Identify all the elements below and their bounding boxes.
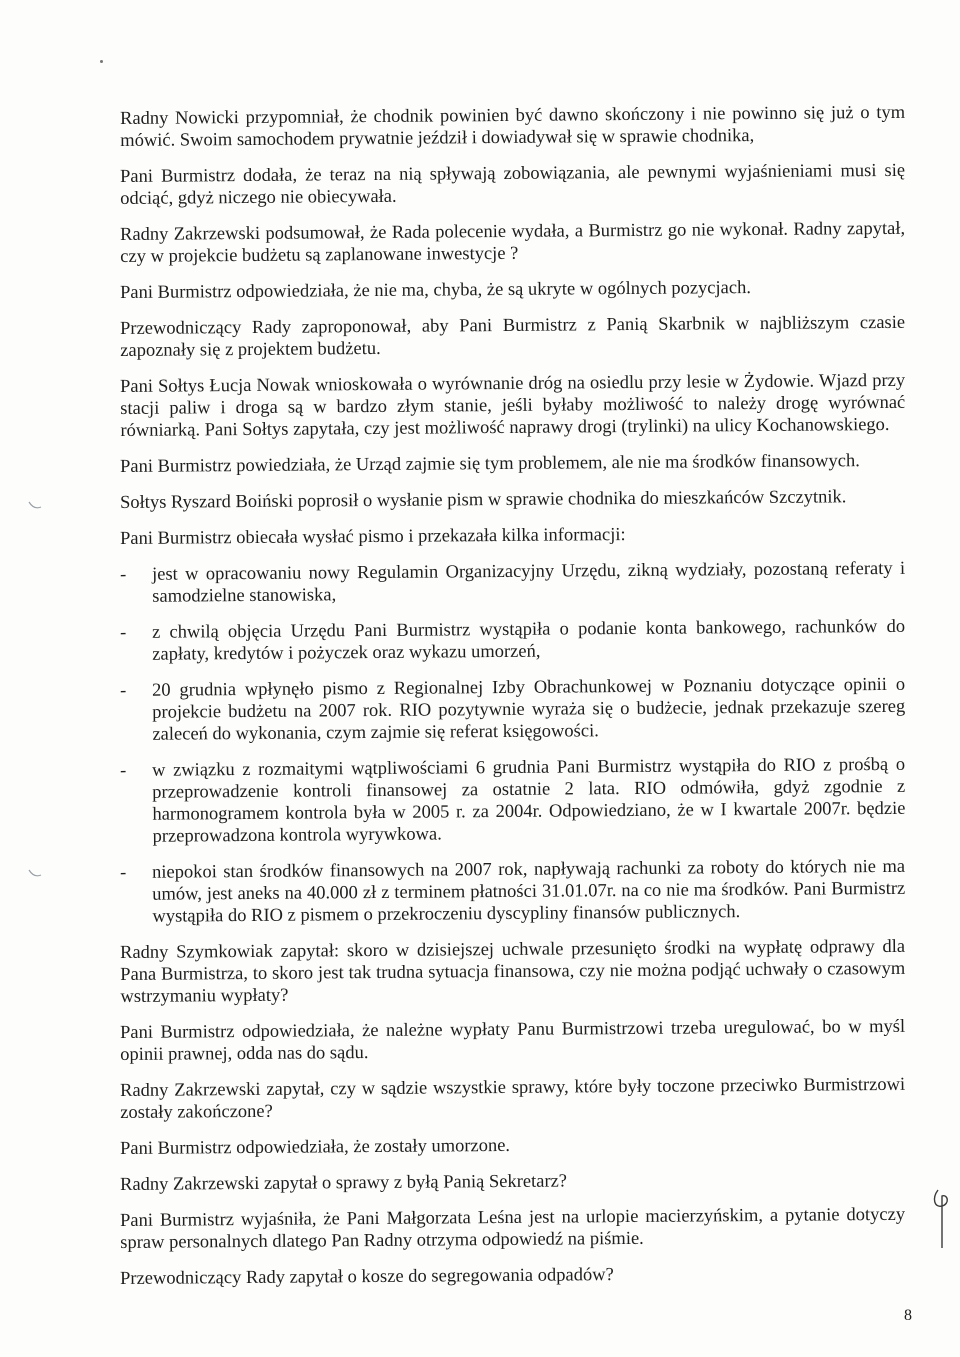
paragraph-soltys-nowak: Pani Sołtys Łucja Nowak wnioskowała o wyrównanie dróg na osiedlu przy lesie w Żydowie. Wjazd przy stacji paliw i droga są w bardzo złym stanie, jeśli byłaby możliwość to należy drogę wyrównać równiarką. Pani Sołtys zapytała, czy jest możliwość naprawy drogi (trylinki) na ulicy Kochanowskiego. <box>120 370 906 441</box>
punch-hole-mark <box>28 868 42 878</box>
paragraph-przewodniczacy-projekt: Przewodniczący Rady zaproponował, aby Pani Burmistrz z Panią Skarbnik w najbliższym czasie zapoznały się z projektem budżetu. <box>120 312 906 361</box>
punch-hole-mark <box>28 500 42 510</box>
paragraph-burmistrz-wyplaty: Pani Burmistrz odpowiedziała, że należne wypłaty Panu Burmistrzowi trzeba uregulować, bo w myśl opinii prawnej, odda nas do sądu. <box>120 1016 906 1065</box>
list-item-text: jest w opracowaniu nowy Regulamin Organizacyjny Urzędu, zikną wydziały, pozostaną referaty i samodzielne stanowiska, <box>152 558 906 607</box>
paragraph-zakrzewski-sekretarz: Radny Zakrzewski zapytał o sprawy z byłą Panią Sekretarz? <box>120 1171 568 1195</box>
paragraph-nowicki: Radny Nowicki przypomniał, że chodnik powinien być dawno skończony i nie powinno się już o tym mówić. Swoim samochodem prywatnie jeździł i dowiadywał się w sprawie chodnika, <box>120 102 906 151</box>
list-item-text: niepokoi stan środków finansowych na 2007 rok, napływają rachunki za roboty do których nie ma umów, jest aneks na 40.000 zł z terminem płatności 31.01.07r. na co nie ma środków. Pani Burmistrz wystąpiła do RIO z pismem o przekroczeniu dyscypliny finansów publicznych. <box>152 856 906 927</box>
information-list <box>120 558 906 928</box>
document-body <box>120 102 906 1304</box>
paragraph-informacje-intro: Pani Burmistrz obiecała wysłać pismo i przekazała kilka informacji: <box>120 525 626 549</box>
scan-speck <box>100 60 103 63</box>
list-item-text: 20 grudnia wpłynęło pismo z Regionalnej Izby Obrachunkowej w Poznaniu dotyczące opinii o projekcie budżetu na 2007 rok. RIO pozytywnie wyraża się o budżecie, jednak przekazuje szereg zaleceń do wykonania, czym zajmie się referat księgowości. <box>152 674 906 745</box>
list-dash: - <box>120 760 127 781</box>
list-dash: - <box>120 564 127 585</box>
paragraph-szymkowiak: Radny Szymkowiak zapytał: skoro w dzisiejszej uchwale przesunięto środki na wypłatę odprawy dla Pana Burmistrza, to skoro jest tak trudna sytuacja finansowa, czy nie można podjąć uchwały o czasowym wstrzymaniu wypłaty? <box>120 936 906 1007</box>
paragraph-burmistrz-dodala: Pani Burmistrz dodała, że teraz na nią spływają zobowiązania, ale pewnymi wyjaśnieniami musi się odciąć, gdyż niczego nie obiecywała. <box>120 160 906 209</box>
paragraph-burmistrz-lesna: Pani Burmistrz wyjaśniła, że Pani Małgorzata Leśna jest na urlopie macierzyńskim, a pytanie dotyczy spraw personalnych dlatego Pan Radny otrzyma odpowiedź na piśmie. <box>120 1204 906 1253</box>
list-item <box>120 674 905 746</box>
paragraph-soltys-boinski: Sołtys Ryszard Boiński poprosił o wysłanie pism w sprawie chodnika do mieszkańców Szczytnik. <box>120 487 847 513</box>
list-dash: - <box>120 680 127 701</box>
paragraph-przewodniczacy-kosze: Przewodniczący Rady zapytał o kosze do segregowania odpadów? <box>120 1265 614 1289</box>
paragraph-zakrzewski-inwestycje: Radny Zakrzewski podsumował, że Rada polecenie wydała, a Burmistrz go nie wykonał. Radny zapytał, czy w projekcie budżetu są zaplanowane inwestycje ? <box>120 218 906 267</box>
list-dash: - <box>120 862 127 883</box>
paragraph-urzad-problem: Pani Burmistrz powiedziała, że Urząd zajmie się tym problemem, ale nie ma środków finansowych. <box>120 451 860 477</box>
page-number: 8 <box>904 1307 912 1324</box>
list-item <box>120 616 905 666</box>
list-item <box>120 754 906 848</box>
list-dash: - <box>120 622 127 643</box>
list-item <box>120 856 905 928</box>
list-item-text: w związku z rozmaitymi wątpliwościami 6 grudnia Pani Burmistrz wystąpiła do RIO z prośbą o przeprowadzenie kontroli finansowej za ostatnie 2 lata. RIO odmówiła, gdyż zgodnie z harmonogramem kontrola była w 2005 r. za 2004r. Odpowiedziano, że w I kwartale 2007r. będzie przeprowadzona kontrola wyrywkowa. <box>152 754 906 847</box>
paragraph-burmistrz-umorzone: Pani Burmistrz odpowiedziała, że zostały umorzone. <box>120 1135 511 1159</box>
paragraph-burmistrz-odpowiedz: Pani Burmistrz odpowiedziała, że nie ma, chyba, że są ukryte w ogólnych pozycjach. <box>120 278 751 303</box>
paragraph-zakrzewski-sad: Radny Zakrzewski zapytał, czy w sądzie wszystkie sprawy, które były toczone przeciwko Burmistrzowi zostały zakończone? <box>120 1074 906 1123</box>
signature-mark <box>928 1188 956 1252</box>
list-item <box>120 558 905 608</box>
list-item-text: z chwilą objęcia Urzędu Pani Burmistrz wystąpiła o podanie konta bankowego, rachunków do zapłaty, kredytów i pożyczek oraz wykazu umorzeń, <box>152 616 906 665</box>
